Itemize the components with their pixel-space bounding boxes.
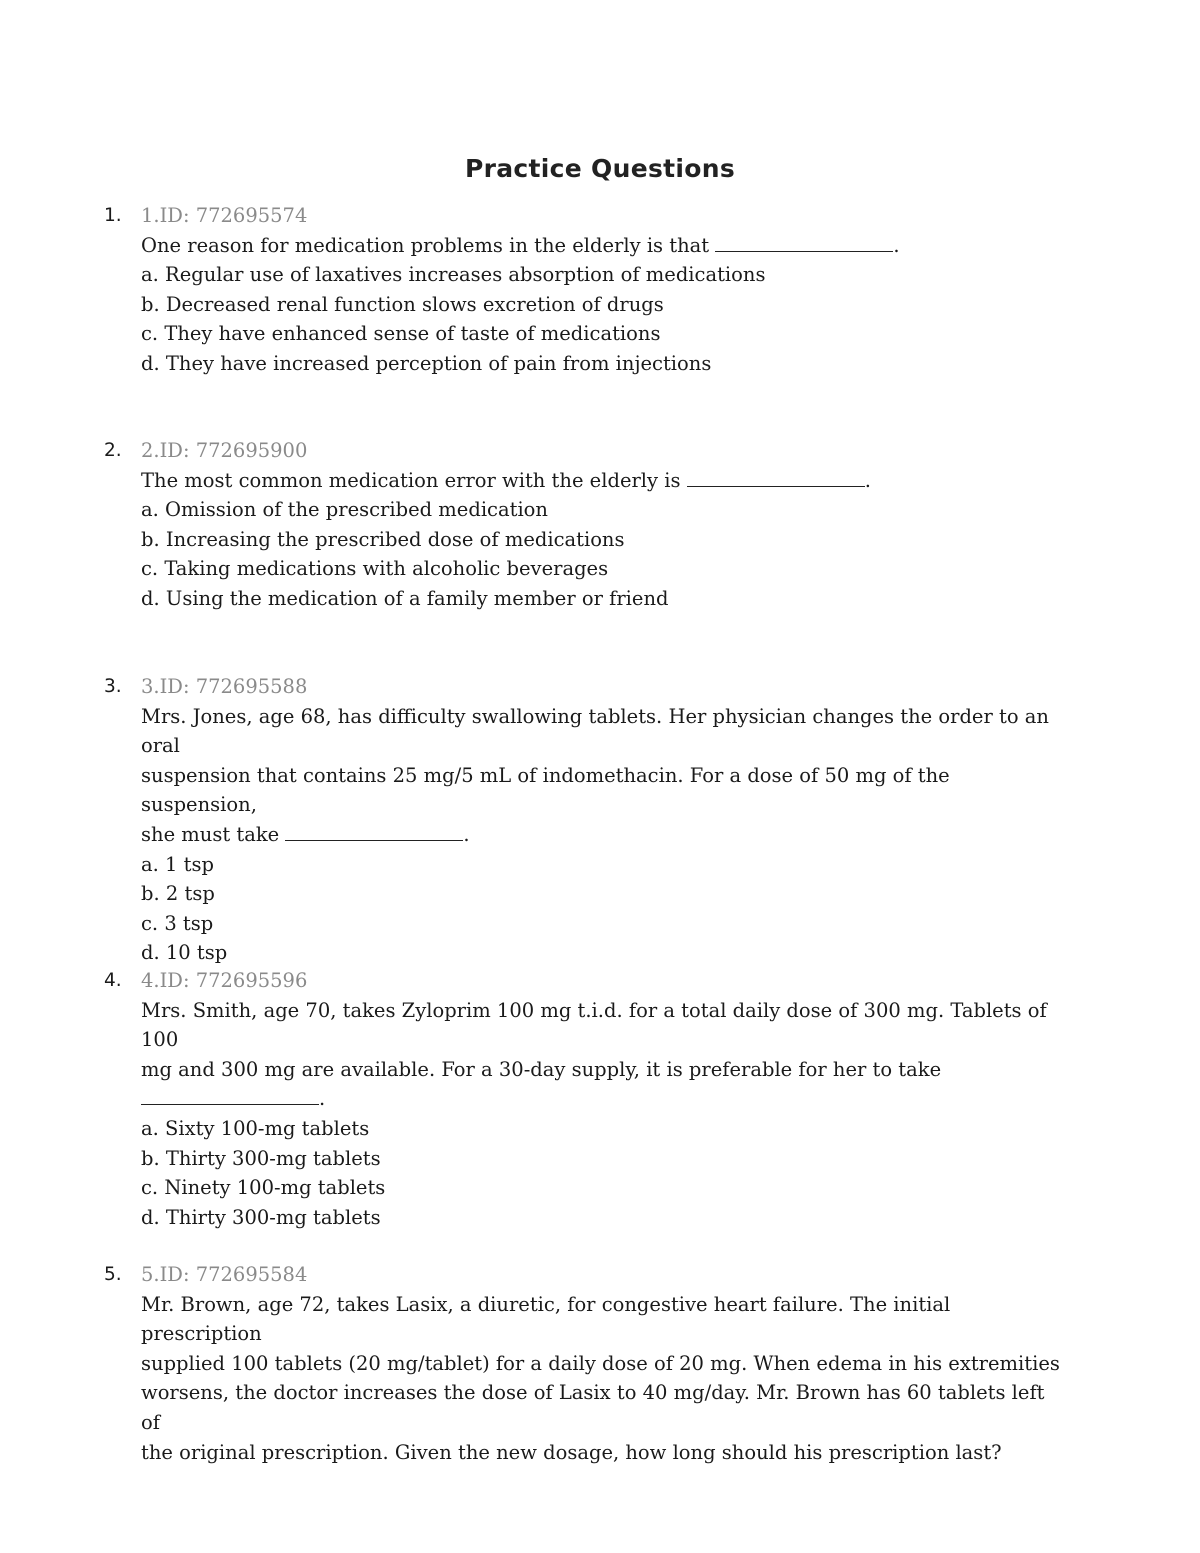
question-text-line-4: the original prescription. Given the new dosage, how long should his prescription last? [141,1440,1002,1464]
question-number: 4. [104,970,122,991]
page-title: Practice Questions [465,154,735,183]
question-text-after: . [893,233,900,257]
option-c: c. Taking medications with alcoholic beverages [141,557,609,581]
question-number: 5. [104,1264,122,1285]
question-body [141,436,1061,614]
option-d: d. Thirty 300-mg tablets [141,1205,381,1229]
option-d: d. They have increased perception of pain from injections [141,351,712,375]
question-number: 2. [104,440,122,461]
option-list [141,260,1061,378]
option-c: c. Ninety 100-mg tablets [141,1176,386,1200]
answer-blank [285,821,463,841]
option-b: b. Thirty 300-mg tablets [141,1146,381,1170]
question-text-before: she must take [141,822,286,846]
answer-blank [715,232,893,252]
option-b: b. 2 tsp [141,882,215,906]
question-number: 1. [104,205,122,226]
question-text [141,820,1061,850]
question-id: 5.ID: 772695584 [141,1263,308,1286]
question-body [141,1260,1061,1467]
option-b: b. Decreased renal function slows excretion of drugs [141,292,664,316]
question-text-line-2: suspension that contains 25 mg/5 mL of indomethacin. For a dose of 50 mg of the suspension, [141,763,950,817]
question-text [141,231,1061,261]
question-id: 4.ID: 772695596 [141,969,308,992]
question-id: 3.ID: 772695588 [141,675,308,698]
question-text-before: The most common medication error with the elderly is [141,468,687,492]
question-text [141,1084,1061,1114]
question-text-line-2: supplied 100 tablets (20 mg/tablet) for a daily dose of 20 mg. When edema in his extremities [141,1351,1060,1375]
option-a: a. 1 tsp [141,852,214,876]
question-text-after: . [463,822,470,846]
option-a: a. Sixty 100-mg tablets [141,1116,370,1140]
question-text-before: One reason for medication problems in the elderly is that [141,233,716,257]
option-list [141,495,1061,613]
question-text [141,466,1061,496]
option-d: d. 10 tsp [141,941,228,965]
option-list [141,850,1061,968]
option-list [141,1114,1061,1232]
option-b: b. Increasing the prescribed dose of medications [141,527,625,551]
question-body [141,966,1061,1232]
question-text-line-3: worsens, the doctor increases the dose of Lasix to 40 mg/day. Mr. Brown has 60 tablets left of [141,1381,1045,1434]
question-id: 1.ID: 772695574 [141,204,308,227]
option-a: a. Omission of the prescribed medication [141,498,548,522]
question-body [141,201,1061,379]
question-text-line-1: Mrs. Smith, age 70, takes Zyloprim 100 mg t.i.d. for a total daily dose of 300 mg. Tablets of 100 [141,998,1047,1052]
option-d: d. Using the medication of a family member or friend [141,586,669,610]
option-c: c. 3 tsp [141,911,214,935]
question-text-line-1: Mr. Brown, age 72, takes Lasix, a diuretic, for congestive heart failure. The initial prescription [141,1292,951,1346]
option-a: a. Regular use of laxatives increases absorption of medications [141,263,766,287]
option-c: c. They have enhanced sense of taste of medications [141,322,661,346]
answer-blank [141,1085,319,1105]
question-text-after: . [319,1087,326,1111]
question-text-line-1: Mrs. Jones, age 68, has difficulty swallowing tablets. Her physician changes the order to an oral [141,704,1049,758]
question-text-after: . [864,468,871,492]
question-text-line-2: mg and 300 mg are available. For a 30-day supply, it is preferable for her to take [141,1057,942,1081]
question-body [141,672,1061,968]
question-id: 2.ID: 772695900 [141,439,308,462]
answer-blank [687,467,865,487]
question-number: 3. [104,676,122,697]
